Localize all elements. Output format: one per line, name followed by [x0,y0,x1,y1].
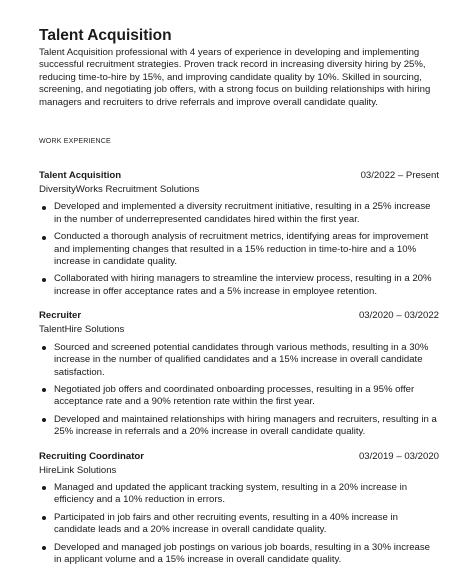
bullet-dot-icon [42,278,46,282]
job-bullet-text: Participated in job fairs and other recruiting events, resulting in a 40% increase in candidate leads and a 20% increase in overall candidate quality. [54,511,398,536]
job-dates: 03/2019 – 03/2020 [358,450,439,462]
job-dates: 03/2020 – 03/2022 [358,310,439,322]
job-bullet-text: Collaborated with hiring managers to streamline the interview process, resulting in a 20% increase in offer acceptance rates and a 5% increase in employee retention. [54,273,432,297]
job-bullet-text: Developed and maintained relationships with hiring managers and recruiters, resulting in a 25% increase in referrals and a 20% increase in overall candidate quality. [54,413,437,438]
bullet-dot-icon [42,346,46,350]
job-entry [39,451,439,567]
job-bullet [39,231,439,268]
job-company: HireLink Solutions [39,464,117,476]
job-bullet [39,512,439,537]
job-bullet-text: Conducted a thorough analysis of recruitment metrics, identifying areas for improvement and implementing changes that resulted in a 15% reduction in time-to-hire and a 10% increase in candidate quality. [54,231,429,268]
job-bullet [39,482,439,507]
bullet-dot-icon [42,236,46,240]
job-header [39,451,439,463]
job-title: Recruiter [39,310,82,322]
job-title: Recruiting Coordinator [39,450,144,462]
resume-name: Talent Acquisition [39,27,172,44]
job-bullets [39,201,439,298]
job-header [39,170,439,182]
work-experience-heading: WORK EXPERIENCE [39,138,111,146]
job-bullet [39,414,439,439]
job-entry [39,310,439,438]
job-bullet-text: Managed and updated the applicant tracking system, resulting in a 20% increase in efficiency and a 10% reduction in errors. [54,481,408,506]
job-bullets [39,342,439,439]
job-dates: 03/2022 – Present [360,170,439,182]
job-header [39,310,439,322]
job-bullet [39,342,439,379]
resume-page [39,27,439,571]
bullet-dot-icon [42,516,46,520]
bullet-dot-icon [42,486,46,490]
job-bullet [39,542,439,567]
bullet-dot-icon [42,206,46,210]
job-company: TalentHire Solutions [39,324,125,336]
resume-summary: Talent Acquisition professional with 4 years of experience in developing and implementing successful recruitment strategies. Proven track record in increasing diversity hiring by 25%, reducing time-to-hire by 15%, and improving candidate quality by 10%. Skilled in sourcing, screening, and negotiating job offers, with a strong focus on building relationships with hiring managers and recruiters to drive referrals and improve overall candidate quality. [39,47,431,108]
job-bullets [39,482,439,566]
job-bullet-text: Negotiated job offers and coordinated onboarding processes, resulting in a 95% offer acceptance rate and a 90% retention rate within the first year. [54,383,415,408]
job-company: DiversityWorks Recruitment Solutions [39,184,200,196]
job-bullet-text: Developed and implemented a diversity recruitment initiative, resulting in a 25% increase in the number of underrepresented candidates hired within the first year. [54,201,431,225]
job-bullet-text: Sourced and screened potential candidates through various methods, resulting in a 30% increase in the number of qualified candidates and a 15% increase in overall candidate satisfaction. [54,341,429,378]
bullet-dot-icon [42,388,46,392]
job-entry [39,170,439,298]
job-bullet [39,384,439,409]
job-bullet-text: Developed and managed job postings on various job boards, resulting in a 30% increase in applicant volume and a 15% increase in overall candidate quality. [54,541,430,565]
bullet-dot-icon [42,546,46,550]
job-bullet [39,201,439,226]
bullet-dot-icon [42,418,46,422]
job-title: Talent Acquisition [39,170,122,182]
job-bullet [39,273,439,298]
